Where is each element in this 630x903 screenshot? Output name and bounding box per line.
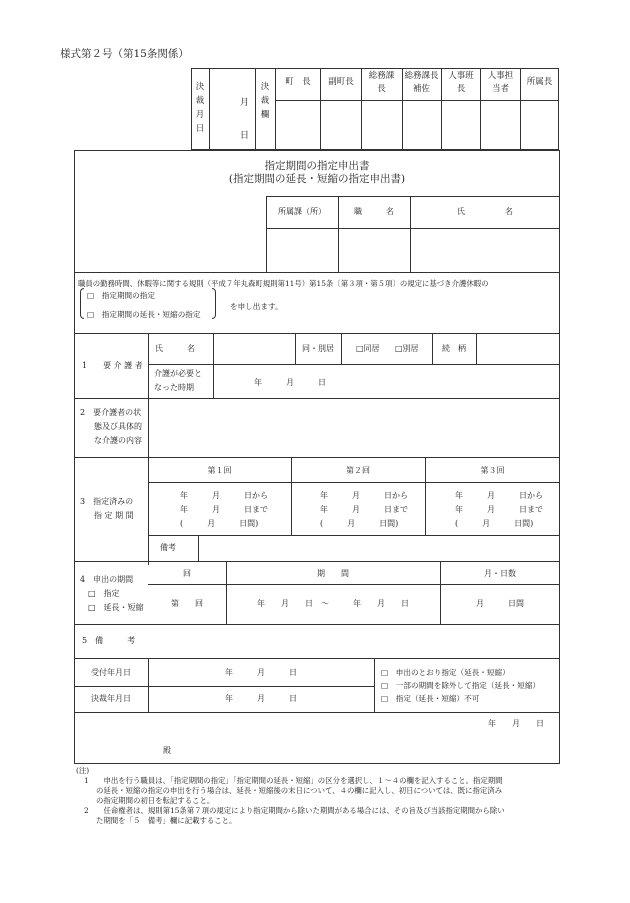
relationship-label: 続 柄 <box>442 344 466 353</box>
applicant-dept-label: 所属課（所） <box>278 207 326 216</box>
days-field[interactable]: 月 日間 <box>476 599 524 608</box>
note-1-line-3: の指定期間の初日を転記すること。 <box>96 796 215 805</box>
approval-day-label: 日 <box>240 131 250 141</box>
section-3-label-2: 指 定 期 間 <box>94 511 134 520</box>
intro-text: 職員の勤務時間、休暇等に関する規則（平成７年丸森町規則第11号）第15条〔第３項・第５項〕の規定に基づき介護休暇の <box>78 279 489 288</box>
section-2-label-3: な介護の内容 <box>94 436 142 445</box>
section-4-option-designation[interactable]: □ 指定 <box>88 589 120 598</box>
form-number: 様式第２号（第15条関係） <box>60 48 189 60</box>
period-3-from[interactable]: 年 月 日から <box>455 491 543 500</box>
period-2-to[interactable]: 年 月 日まで <box>320 505 408 514</box>
applicant-post-label: 職 名 <box>354 207 394 216</box>
intro-option-extension[interactable]: □ 指定期間の延長・短縮の指定 <box>87 310 201 319</box>
role-general-affairs-assistant: 総務課長補佐 <box>404 71 439 94</box>
intro-suffix: を申し出ます。 <box>230 302 283 311</box>
note-2-line-2: た期間を「５ 備考」欄に記載すること。 <box>96 816 237 825</box>
care-needed-label-2: なった時期 <box>154 383 194 392</box>
note-1-line-2: の延長・短縮の指定の申出を行う場合は、延長・短縮後の末日について、４の欄に記入し、初日については、既に指定済み <box>96 786 503 795</box>
section-5-field[interactable] <box>150 626 558 656</box>
cohabit-option[interactable]: □同居 <box>356 344 380 353</box>
received-date-field[interactable]: 年 月 日 <box>225 668 297 677</box>
days-header: 月・日数 <box>484 569 516 578</box>
section-1-label: 1 要 介 護 者 <box>82 361 143 370</box>
period-1-from[interactable]: 年 月 日から <box>180 491 268 500</box>
section-4-option-extension[interactable]: □ 延長・短縮 <box>88 603 144 612</box>
role-personnel-leader: 人事班長 <box>448 71 474 94</box>
decision-option-denied[interactable]: □ 指定（延長・短縮）不可 <box>381 694 480 703</box>
caregiver-name-field[interactable] <box>215 335 293 362</box>
decision-option-partial[interactable]: □ 一部の期間を除外して指定（延長・短縮） <box>381 681 541 690</box>
care-content-field[interactable] <box>150 400 558 455</box>
approval-month-label: 月 <box>240 98 250 108</box>
period-2-header: 第２回 <box>346 466 370 475</box>
care-needed-date[interactable]: 年 月 日 <box>254 378 326 387</box>
period-1-header: 第１回 <box>207 466 232 475</box>
section-2-label-2: 態及び具体的 <box>94 422 142 431</box>
applicant-name-field[interactable] <box>412 231 558 270</box>
decision-option-approved[interactable]: □ 申出のとおり指定（延長・短縮） <box>381 668 510 677</box>
period-1-days[interactable]: ( 月 日間) <box>180 519 259 528</box>
form-subtitle: (指定期間の延長・短縮の指定申出書) <box>228 173 406 185</box>
section-3-remarks-field[interactable] <box>200 537 558 559</box>
role-mayor: 町 長 <box>285 77 311 87</box>
footer-date[interactable]: 年 月 日 <box>488 719 544 728</box>
section-2-label-1: 2 要介護者の状 <box>80 408 142 417</box>
section-4-label: 4 申出の期間 <box>80 575 134 584</box>
period-field[interactable]: 年 月 日 ～ 年 月 日 <box>257 599 409 608</box>
period-2-days[interactable]: ( 月 日間) <box>320 519 399 528</box>
cohabitation-label: 同・別居 <box>302 344 334 353</box>
applicant-dept-field[interactable] <box>268 231 336 270</box>
applicant-name-label: 氏 名 <box>457 207 513 216</box>
notes-title: (注) <box>76 766 90 775</box>
addressee-dono: 殿 <box>163 746 171 755</box>
role-deputy-mayor: 副町長 <box>328 77 354 87</box>
form-title: 指定期間の指定申出書 <box>264 160 370 172</box>
role-personnel-staff: 人事担当者 <box>487 71 514 94</box>
period-header: 期 間 <box>317 569 349 578</box>
section-3-label-1: 3 指定済みの <box>80 497 134 506</box>
decided-date-field[interactable]: 年 月 日 <box>225 694 297 703</box>
right-bracket <box>212 288 216 319</box>
received-date-label: 受付年月日 <box>91 668 131 677</box>
left-bracket <box>80 288 84 319</box>
separate-option[interactable]: □別居 <box>395 344 419 353</box>
intro-option-designation[interactable]: □ 指定期間の指定 <box>87 291 155 300</box>
caregiver-name-label: 氏 名 <box>155 344 195 353</box>
period-3-to[interactable]: 年 月 日まで <box>455 505 543 514</box>
role-general-affairs-chief: 総務課長 <box>368 71 395 94</box>
period-1-to[interactable]: 年 月 日まで <box>180 505 268 514</box>
period-3-days[interactable]: ( 月 日間) <box>455 519 534 528</box>
period-3-header: 第３回 <box>480 466 505 475</box>
note-1-line-1: 1 申出を行う職員は、「指定期間の指定」「指定期間の延長・短縮」の区分を選択し、１～４の欄を記入すること。指定期間 <box>84 776 503 785</box>
role-dept-head: 所属長 <box>526 77 553 87</box>
kessai-ran-label: 決裁欄 <box>260 82 270 120</box>
period-2-from[interactable]: 年 月 日から <box>320 491 408 500</box>
decided-date-label: 決裁年月日 <box>91 694 131 703</box>
section-3-remarks-label: 備考 <box>160 543 176 552</box>
care-needed-label-1: 介護が必要と <box>154 369 202 378</box>
round-field[interactable]: 第 回 <box>171 599 203 608</box>
round-header: 回 <box>183 569 191 578</box>
applicant-post-field[interactable] <box>340 231 408 270</box>
note-2-line-1: 2 任命権者は、規則第15条第７項の規定により指定期間から除いた期間がある場合には、その旨及び当該指定期間から除い <box>84 806 505 815</box>
kessai-date-label: 決裁月日 <box>195 82 205 134</box>
relationship-field[interactable] <box>478 335 558 362</box>
section-5-label: 5 備 考 <box>82 636 136 645</box>
